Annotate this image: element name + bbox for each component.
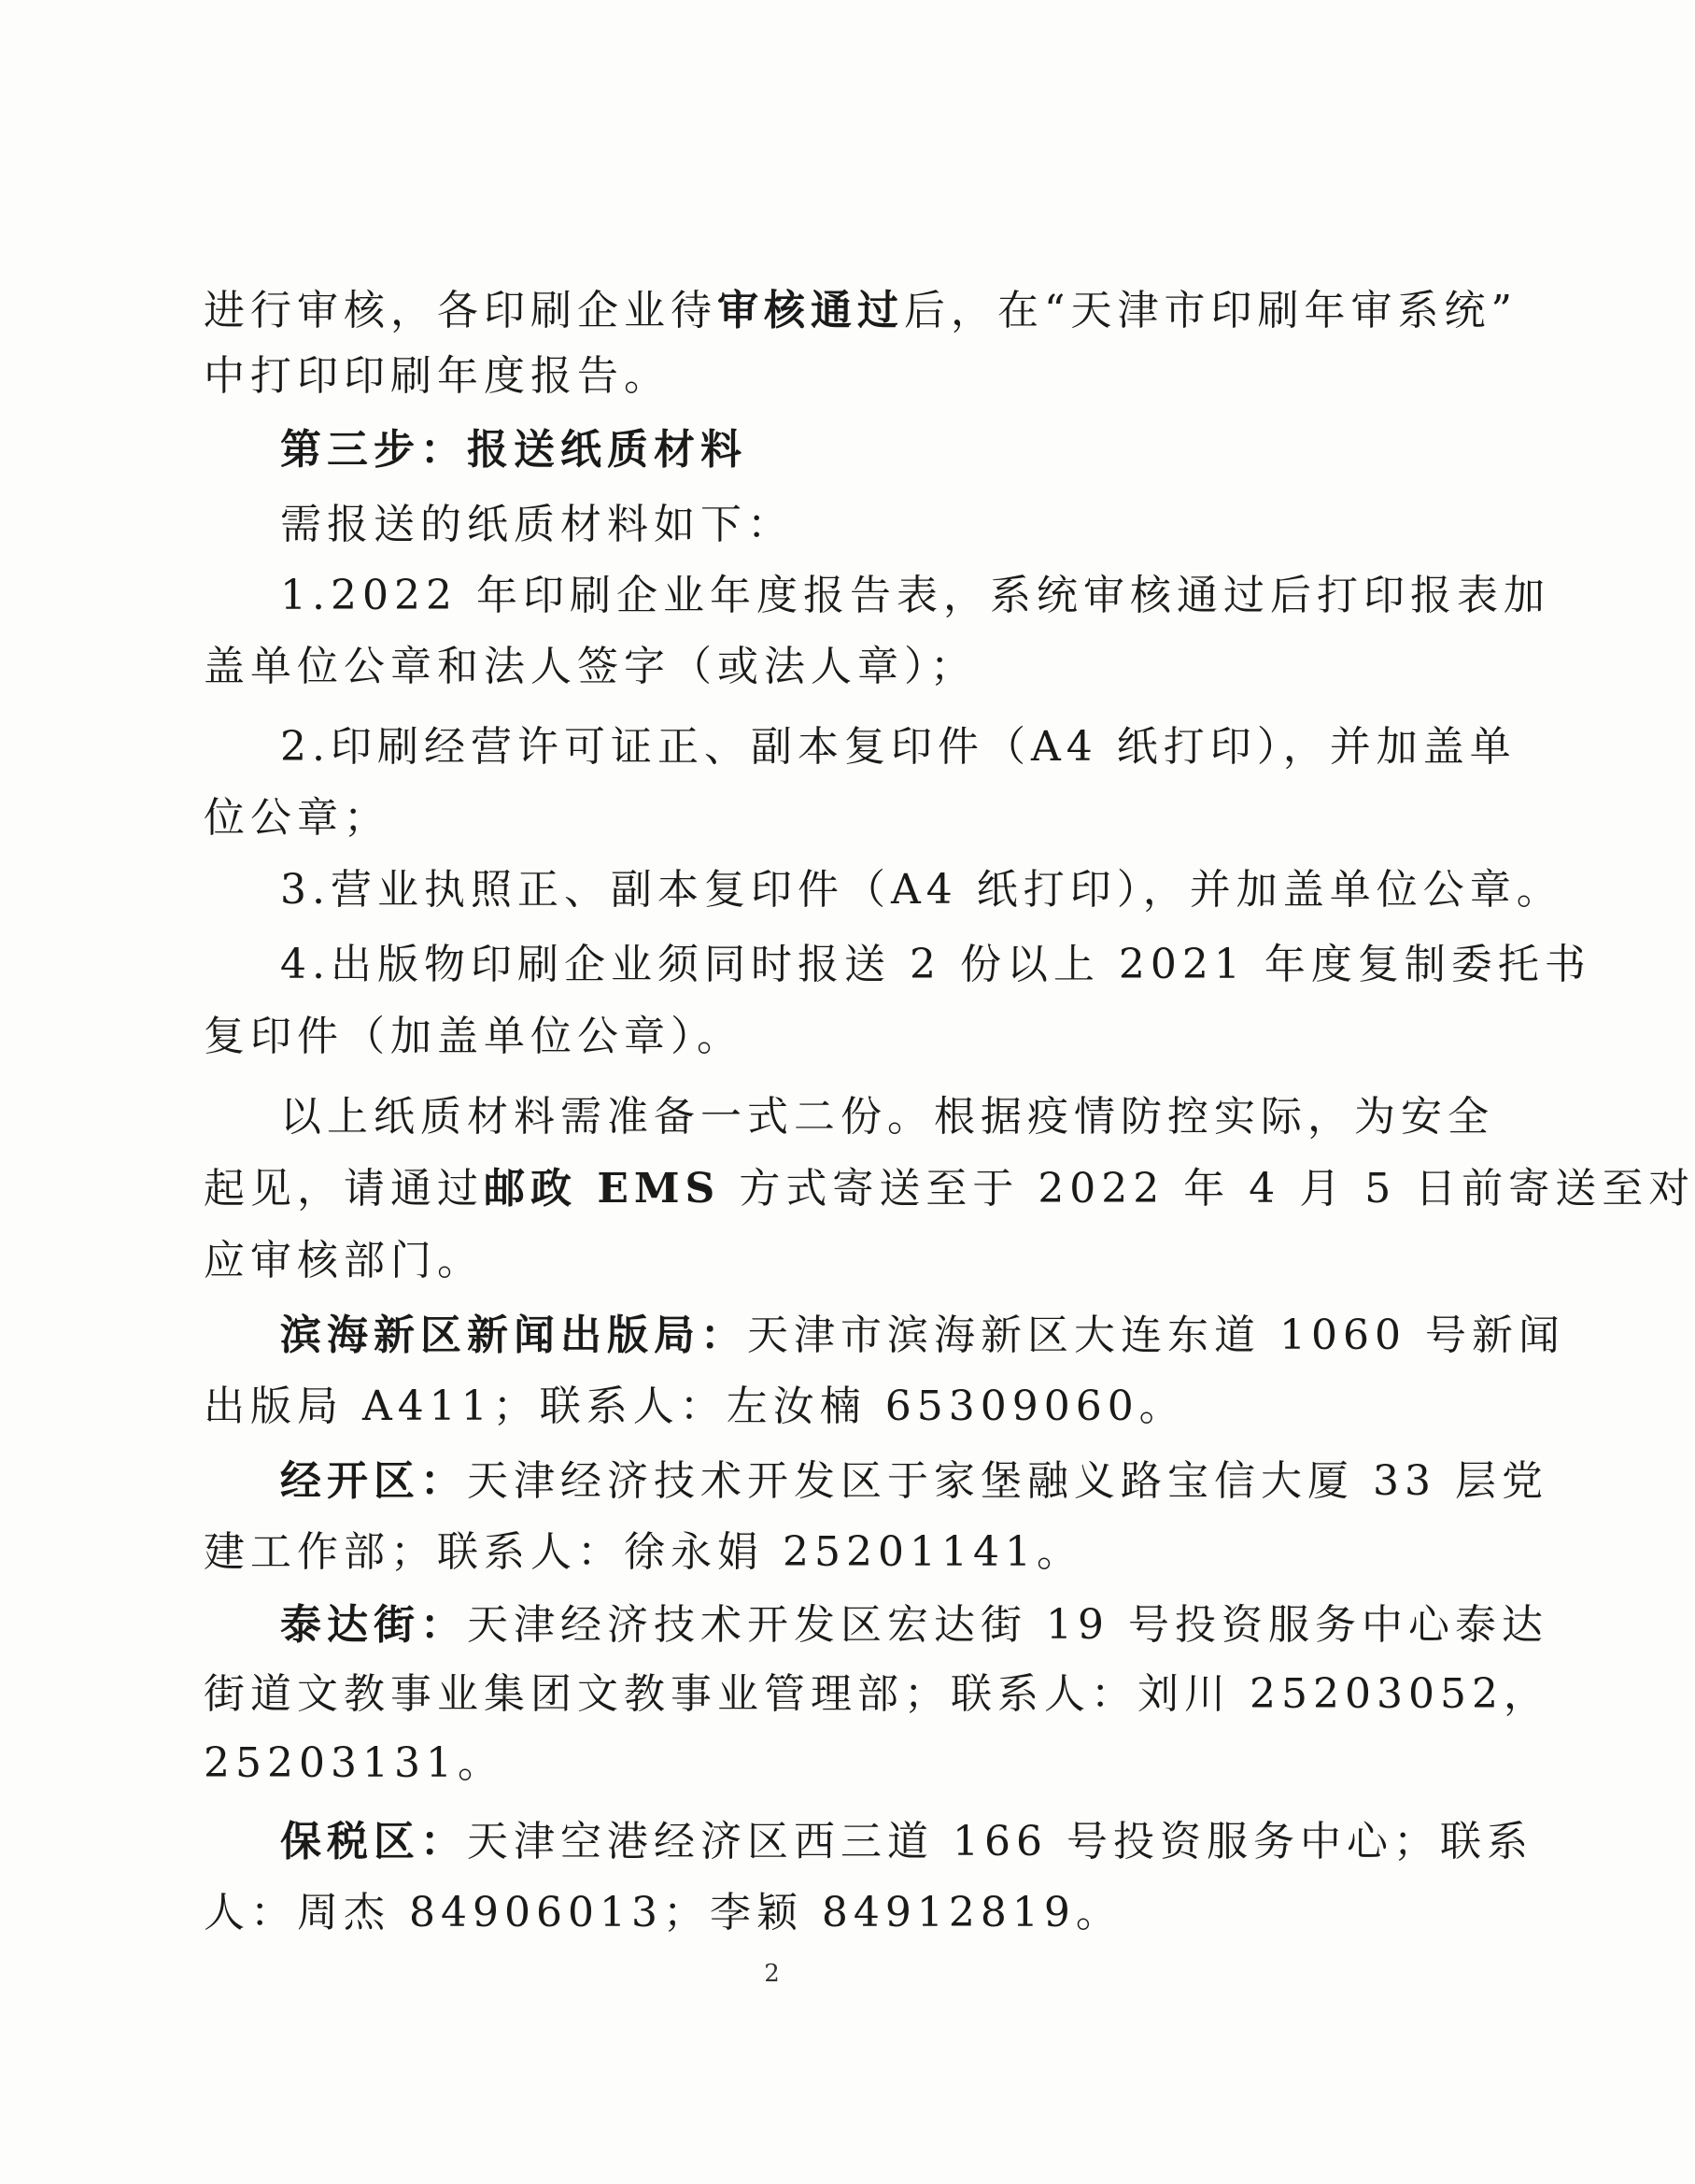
baoshui-line1 [280,1816,1533,1868]
para1-line2: 中打印印刷年度报告。 [204,352,671,400]
para1-text-a: 进行审核，各印刷企业待 [204,287,717,334]
jingkai-line1 [280,1455,1548,1508]
baoshui-address: 天津空港经济区西三道 166 号投资服务中心；联系 [467,1818,1533,1865]
item1-line1: 1.2022 年印刷企业年度报告表，系统审核通过后打印报表加 [280,572,1550,619]
jingkai-line2: 建工作部；联系人：徐永娟 25201141。 [204,1528,1083,1576]
mail-text-a: 起见，请通过 [204,1165,484,1213]
taida-label: 泰达街： [280,1601,467,1649]
jingkai-label: 经开区： [280,1457,467,1505]
baoshui-label: 保税区： [280,1818,467,1865]
mail-line2 [204,1163,1695,1215]
para1-text-c: 后，在“天津市印刷年审系统” [904,287,1518,334]
mail-text-c: 方式寄送至于 2022 年 4 月 5 日前寄送至对 [720,1165,1695,1213]
taida-line3: 25203131。 [204,1739,504,1787]
binhai-line2: 出版局 A411；联系人：左汝楠 65309060。 [204,1383,1186,1430]
binhai-label: 滨海新区新闻出版局： [280,1312,747,1359]
item2-line1: 2.印刷经营许可证正、副本复印件（A4 纸打印），并加盖单 [280,723,1517,771]
mail-line1: 以上纸质材料需准备一式二份。根据疫情防控实际，为安全 [280,1093,1494,1141]
item3-line1: 3.营业执照正、副本复印件（A4 纸打印），并加盖单位公章。 [280,866,1563,914]
item2-line2: 位公章； [204,794,390,842]
item1-line2: 盖单位公章和法人签字（或法人章）； [204,643,977,690]
item4-line1: 4.出版物印刷企业须同时报送 2 份以上 2021 年度复制委托书 [280,941,1591,988]
page-number: 2 [764,1960,780,1988]
mail-line3: 应审核部门。 [204,1237,484,1284]
taida-address: 天津经济技术开发区宏达街 19 号投资服务中心泰达 [467,1601,1548,1649]
step3-heading: 第三步：报送纸质材料 [280,426,747,474]
item4-line2: 复印件（加盖单位公章）。 [204,1013,743,1060]
taida-line1 [280,1599,1548,1652]
mail-ems-emphasis: 邮政 EMS [484,1165,721,1213]
binhai-address: 天津市滨海新区大连东道 1060 号新闻 [747,1312,1565,1359]
binhai-line1 [280,1310,1565,1362]
para1-line1 [204,285,1518,337]
jingkai-address: 天津经济技术开发区于家堡融义路宝信大厦 33 层党 [467,1457,1548,1505]
materials-intro: 需报送的纸质材料如下： [280,501,794,548]
baoshui-line2: 人：周杰 84906013；李颖 84912819。 [204,1889,1123,1936]
taida-line2: 街道文教事业集团文教事业管理部；联系人：刘川 25203052， [204,1670,1550,1718]
para1-emphasis: 审核通过 [717,287,904,334]
